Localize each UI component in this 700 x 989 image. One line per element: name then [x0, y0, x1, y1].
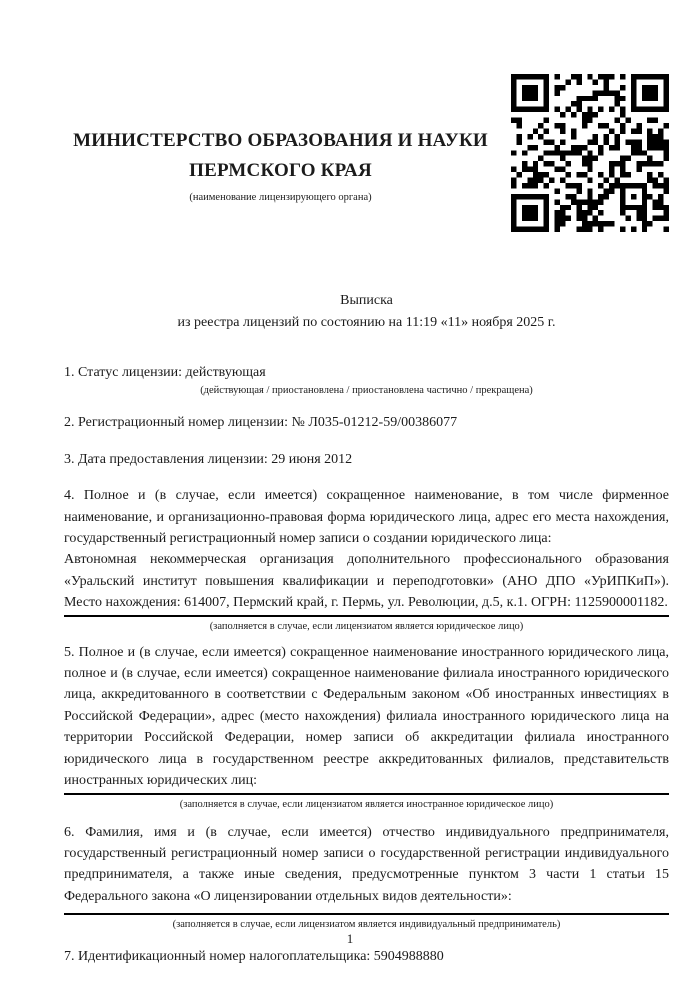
title-subtitle: из реестра лицензий по состоянию на 11:19 «11» ноября 2025 г. — [177, 315, 556, 330]
item-taxpayer-number — [64, 946, 669, 967]
fill-line — [64, 793, 669, 795]
ministry-name-line2: ПЕРМСКОГО КРАЯ — [189, 160, 372, 181]
entrepreneur-caption: (заполняется в случае, если лицензиатом является индивидуальный предприниматель) — [172, 919, 561, 931]
legal-entity-label: 4. Полное и (в случае, если имеется) сокращенное наименование, в том числе фирменное наименование, и организационно-правовая форма юридического лица, адрес его места нахождения, государственный регистрационный номер записи о создании юридического лица: — [64, 488, 669, 547]
title-line: Выписка — [340, 293, 393, 308]
ministry-name-line1: МИНИСТЕРСТВО ОБРАЗОВАНИЯ И НАУКИ — [73, 130, 488, 151]
licensing-authority — [64, 74, 497, 205]
item-license-date — [64, 449, 669, 470]
registration-number-text: 2. Регистрационный номер лицензии: № Л035-01212-59/00386077 — [64, 415, 458, 431]
fill-line — [64, 615, 669, 617]
status-options-caption: (действующая / приостановлена / приостановлена частично / прекращена) — [200, 385, 533, 397]
item-license-status — [64, 362, 669, 397]
item-entrepreneur — [64, 822, 669, 932]
item-registration-number — [64, 412, 669, 433]
legal-entity-value: Автономная некоммерческая организация дополнительного профессионального образования «Уральский институт повышения квалификации и переподготовки» (АНО ДПО «УрИПКиП»). Место нахождения: 614007, Пермский край, г. Пермь, ул. Революции, д.5, к.1. ОГРН: 1125900001182. — [64, 552, 669, 611]
fill-line — [64, 913, 669, 915]
legal-entity-caption: (заполняется в случае, если лицензиатом является юридическое лицо) — [209, 620, 524, 632]
ministry-name-caption: (наименование лицензирующего органа) — [189, 192, 372, 203]
page-number: 1 — [346, 931, 354, 946]
qr-code-icon — [511, 74, 669, 232]
document-title — [64, 290, 669, 334]
taxpayer-number-text: 7. Идентификационный номер налогоплательщика: 5904988880 — [64, 949, 444, 965]
license-date-text: 3. Дата предоставления лицензии: 29 июня 2012 — [64, 451, 353, 467]
foreign-entity-label: 5. Полное и (в случае, если имеется) сокращенное наименование иностранного юридического лица, полное и (в случае, если имеется) сокращенное наименование филиала иностранного юридического лица, аккредитованного в соответствии с Федеральным законом «Об иностранных инвестициях в Российской Федерации», адрес (место нахождения) филиала иностранного юридического лица на территории Российской Федерации, номер записи об аккредитации филиала иностранного юридического лица в государственном реестре аккредитованных филиалов, представительств иностранных юридических лиц: — [64, 644, 669, 789]
foreign-entity-caption: (заполняется в случае, если лицензиатом является иностранное юридическое лицо) — [179, 798, 554, 810]
document-header — [64, 0, 669, 232]
item-foreign-entity — [64, 642, 669, 811]
license-status-text: 1. Статус лицензии: действующая — [64, 365, 266, 380]
entrepreneur-label: 6. Фамилия, имя и (в случае, если имеется) отчество индивидуального предпринимателя, государственный регистрационный номер записи о государственной регистрации индивидуального предпринимателя, а также иные сведения, предусмотренные пунктом 3 части 1 статьи 15 Федерального закона «О лицензировании отдельных видов деятельности»: — [64, 824, 669, 904]
item-legal-entity — [64, 485, 669, 632]
